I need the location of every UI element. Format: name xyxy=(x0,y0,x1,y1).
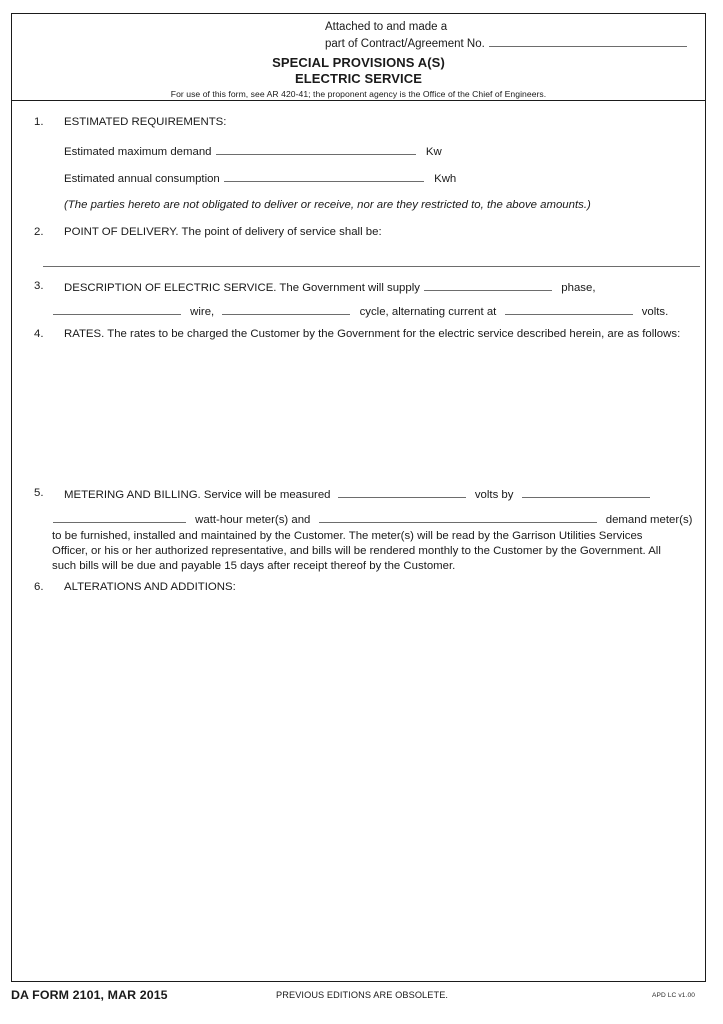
section-2-heading: POINT OF DELIVERY. The point of delivery of service shall be: xyxy=(64,226,382,238)
estimated-max-demand-blank[interactable] xyxy=(216,143,416,155)
estimated-max-demand-unit: Kw xyxy=(425,146,442,158)
estimated-annual-consumption-label: Estimated annual consumption xyxy=(64,173,220,185)
section-6-heading: ALTERATIONS AND ADDITIONS: xyxy=(64,581,236,593)
previous-editions-label: PREVIOUS EDITIONS ARE OBSOLETE. xyxy=(276,990,449,1000)
form-authority-note: For use of this form, see AR 420-41; the proponent agency is the Office of the Chief of Engineers. xyxy=(170,89,547,99)
watt-hour-meter-blank[interactable] xyxy=(53,511,186,523)
form-border-box xyxy=(11,13,706,982)
cycle-label: cycle, alternating current at xyxy=(359,306,497,318)
metering-by-blank[interactable] xyxy=(522,486,650,498)
form-title-sub: ELECTRIC SERVICE xyxy=(294,71,423,86)
attached-line-2 xyxy=(325,35,688,52)
contract-agreement-no-blank[interactable] xyxy=(489,35,687,47)
metering-volts-label: volts by xyxy=(474,489,514,501)
demand-meter-blank[interactable] xyxy=(319,511,597,523)
section-3-number: 3. xyxy=(34,280,44,292)
form-footer xyxy=(0,988,723,1008)
section-5-paragraph-line-1: to be furnished, installed and maintained by the Customer. The meter(s) will be read by the Garrison Utilities Services xyxy=(52,530,643,542)
contract-agreement-label: part of Contract/Agreement No. xyxy=(325,38,485,50)
section-1-note: (The parties hereto are not obligated to deliver or receive, nor are they restricted to, the above amounts.) xyxy=(64,199,591,211)
estimated-max-demand-label: Estimated maximum demand xyxy=(64,146,212,158)
section-5-number: 5. xyxy=(34,487,44,499)
section-3-heading: DESCRIPTION OF ELECTRIC SERVICE. The Government will supply xyxy=(64,282,420,294)
form-header xyxy=(12,14,705,101)
watt-hour-meter-label: watt-hour meter(s) and xyxy=(195,514,311,526)
wire-blank[interactable] xyxy=(53,303,181,315)
form-id-label: DA FORM 2101, MAR 2015 xyxy=(11,988,168,1002)
section-1-number: 1. xyxy=(34,116,44,128)
volts-label: volts. xyxy=(641,306,669,318)
section-3-line-2 xyxy=(52,303,668,320)
section-5-line-1 xyxy=(64,486,651,503)
phase-label: phase, xyxy=(561,282,596,294)
estimated-max-demand-row xyxy=(64,143,442,160)
section-5-paragraph xyxy=(52,529,702,574)
section-1-heading: ESTIMATED REQUIREMENTS: xyxy=(64,116,227,128)
section-5-heading: METERING AND BILLING. Service will be measured xyxy=(64,489,331,501)
rates-entry-area[interactable] xyxy=(43,347,700,477)
attached-to-block xyxy=(325,20,688,52)
attached-line-1: Attached to and made a xyxy=(325,21,448,33)
section-5-line-2 xyxy=(52,511,692,528)
alterations-entry-area[interactable] xyxy=(43,602,700,977)
demand-meter-label: demand meter(s) xyxy=(605,514,693,526)
cycle-blank[interactable] xyxy=(222,303,350,315)
section-3-line-1 xyxy=(64,279,596,296)
section-5-paragraph-line-2: Officer, or his or her authorized representative, and bills will be rendered monthly to the Customer by the Government. All xyxy=(52,545,661,557)
estimated-annual-consumption-blank[interactable] xyxy=(224,170,424,182)
volts-blank[interactable] xyxy=(505,303,633,315)
phase-blank[interactable] xyxy=(424,279,552,291)
section-5-paragraph-line-3: such bills will be due and payable 15 days after receipt thereof by the Customer. xyxy=(52,560,456,572)
apd-version-label: APD LC v1.00 xyxy=(652,992,695,999)
section-4-heading: RATES. The rates to be charged the Customer by the Government for the electric service described herein, are as follows: xyxy=(64,328,681,340)
section-2-number: 2. xyxy=(34,226,44,238)
form-title-main: SPECIAL PROVISIONS A(S) xyxy=(272,55,445,70)
section-6-number: 6. xyxy=(34,581,44,593)
point-of-delivery-blank[interactable] xyxy=(43,266,700,267)
estimated-annual-consumption-unit: Kwh xyxy=(434,173,457,185)
metering-volts-blank[interactable] xyxy=(338,486,466,498)
section-4-number: 4. xyxy=(34,328,44,340)
estimated-annual-consumption-row xyxy=(64,170,456,187)
wire-label: wire, xyxy=(190,306,215,318)
